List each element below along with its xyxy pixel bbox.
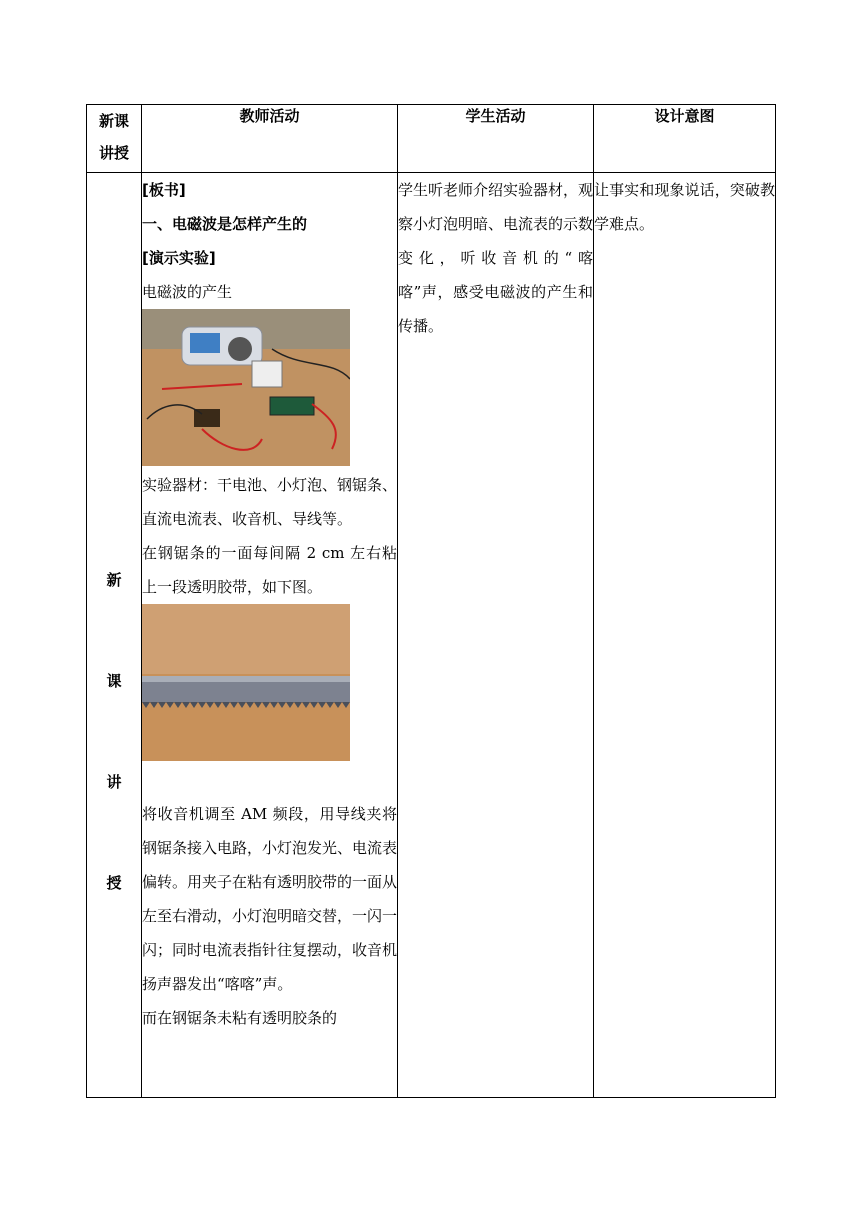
equipment-text: 实验器材：干电池、小灯泡、钢锯条、直流电流表、收音机、导线等。 xyxy=(142,476,398,528)
section-title: 一、电磁波是怎样产生的 xyxy=(142,215,308,233)
header-row xyxy=(87,105,776,173)
side-label-cell xyxy=(87,173,142,1098)
side-char-2: 课 xyxy=(106,672,122,690)
teacher-activity-cell xyxy=(142,173,398,1098)
continuation-text: 而在钢锯条未粘有透明胶条的 xyxy=(142,1009,338,1027)
experiment-name: 电磁波的产生 xyxy=(142,283,233,301)
tape-step-text: 在钢锯条的一面每间隔 2 cm 左右粘上一段透明胶带，如下图。 xyxy=(142,544,397,596)
header-design-intent: 设计意图 xyxy=(594,105,776,173)
lesson-table xyxy=(86,104,776,1098)
experiment-setup-photo xyxy=(142,309,350,466)
design-intent-cell xyxy=(594,173,776,1098)
header-student-activity: 学生活动 xyxy=(398,105,594,173)
side-char-4: 授 xyxy=(106,874,122,892)
side-char-1: 新 xyxy=(106,571,122,589)
header-new-lesson-text: 新课讲授 xyxy=(98,112,129,162)
student-activity-text: 学生听老师介绍实验器材，观察小灯泡明暗、电流表的示数变化，听收音机的“喀喀”声，感受电磁波的产生和传播。 xyxy=(398,181,594,335)
design-intent-text: 让事实和现象说话，突破教学难点。 xyxy=(594,181,775,233)
procedure-text: 将收音机调至 AM 频段，用导线夹将钢锯条接入电路，小灯泡发光、电流表偏转。用夹子在粘有透明胶带的一面从左至右滑动，小灯泡明暗交替，一闪一闪；同时电流表指针往复摆动，收音机扬声器发出“喀喀”声。 xyxy=(142,805,398,993)
saw-blade-photo xyxy=(142,604,350,761)
header-new-lesson xyxy=(87,105,142,173)
header-teacher-activity: 教师活动 xyxy=(142,105,398,173)
content-row xyxy=(87,173,776,1098)
board-label: [板书] xyxy=(142,181,186,199)
student-activity-cell xyxy=(398,173,594,1098)
demo-label: [演示实验] xyxy=(142,249,216,267)
side-char-3: 讲 xyxy=(106,773,122,791)
